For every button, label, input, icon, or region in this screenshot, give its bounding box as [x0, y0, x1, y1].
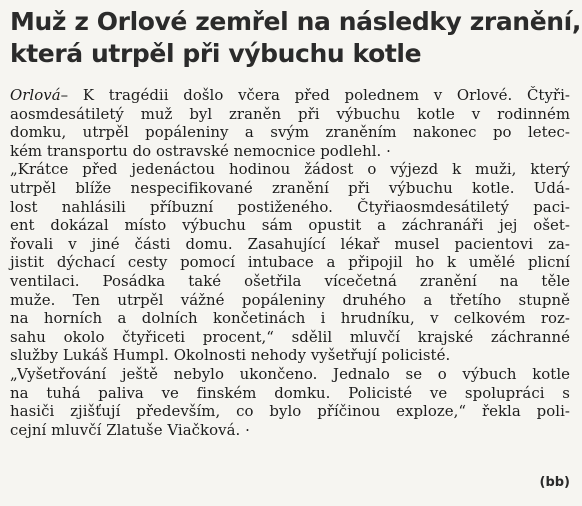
body-line: muže. Ten utrpěl vážné popáleniny druhého a třetího stupně: [10, 290, 570, 309]
body-line: aosmdesátiletý muž byl zraněn při výbuchu kotle v rodinném: [10, 104, 570, 123]
body-line: služby Lukáš Humpl. Okolnosti nehody vyšetřují policisté.: [10, 346, 451, 365]
body-line: kém transportu do ostravské nemocnice podlehl. ·: [10, 141, 391, 160]
body-line: „Krátce před jedenáctou hodinou žádost o výjezd k muži, který: [10, 160, 570, 179]
body-line: sahu okolo čtyřiceti procent,“ sdělil mluvčí krajské záchranné: [10, 327, 570, 346]
body-line: jistit dýchací cesty pomocí intubace a připojil ho k umělé plicní: [10, 253, 570, 272]
body-line: ventilaci. Posádka také ošetřila vícečetná zranění na těle: [10, 271, 570, 290]
body-line: na tuhá paliva ve finském domku. Policisté ve spolupráci s: [10, 383, 570, 402]
body-line: utrpěl blíže nespecifikované zranění při výbuchu kotle. Udá-: [10, 178, 570, 197]
dateline: Orlová: [10, 86, 61, 104]
body-line: Orlová– K tragédii došlo včera před polednem v Orlové. Čtyři-: [10, 86, 570, 104]
author-byline: (bb): [539, 475, 570, 490]
article-headline: [10, 6, 581, 70]
body-line: lost nahlásili příbuzní postiženého. Čtyřiaosmdesátiletý paci-: [10, 197, 570, 216]
body-line: domku, utrpěl popáleniny a svým zraněním nakonec po letec-: [10, 123, 570, 142]
body-line: ent dokázal místo výbuchu sám opustit a záchranáři jej ošet-: [10, 216, 570, 235]
body-line: hasiči zjišťují především, co bylo příčinou exploze,“ řekla poli-: [10, 402, 570, 421]
headline-line-1: Muž z Orlové zemřel na následky zranění,: [10, 7, 581, 36]
body-line: na horních a dolních končetinách i hrudníku, v celkovém roz-: [10, 309, 570, 328]
article-body: [10, 86, 570, 439]
body-line: cejní mluvčí Zlatuše Viačková. ·: [10, 420, 250, 439]
headline-line-2: která utrpěl při výbuchu kotle: [10, 39, 422, 68]
body-line: „Vyšetřování ještě nebylo ukončeno. Jednalo se o výbuch kotle: [10, 364, 570, 383]
body-line: řovali v jiné části domu. Zasahující lékař musel pacientovi za-: [10, 234, 570, 253]
